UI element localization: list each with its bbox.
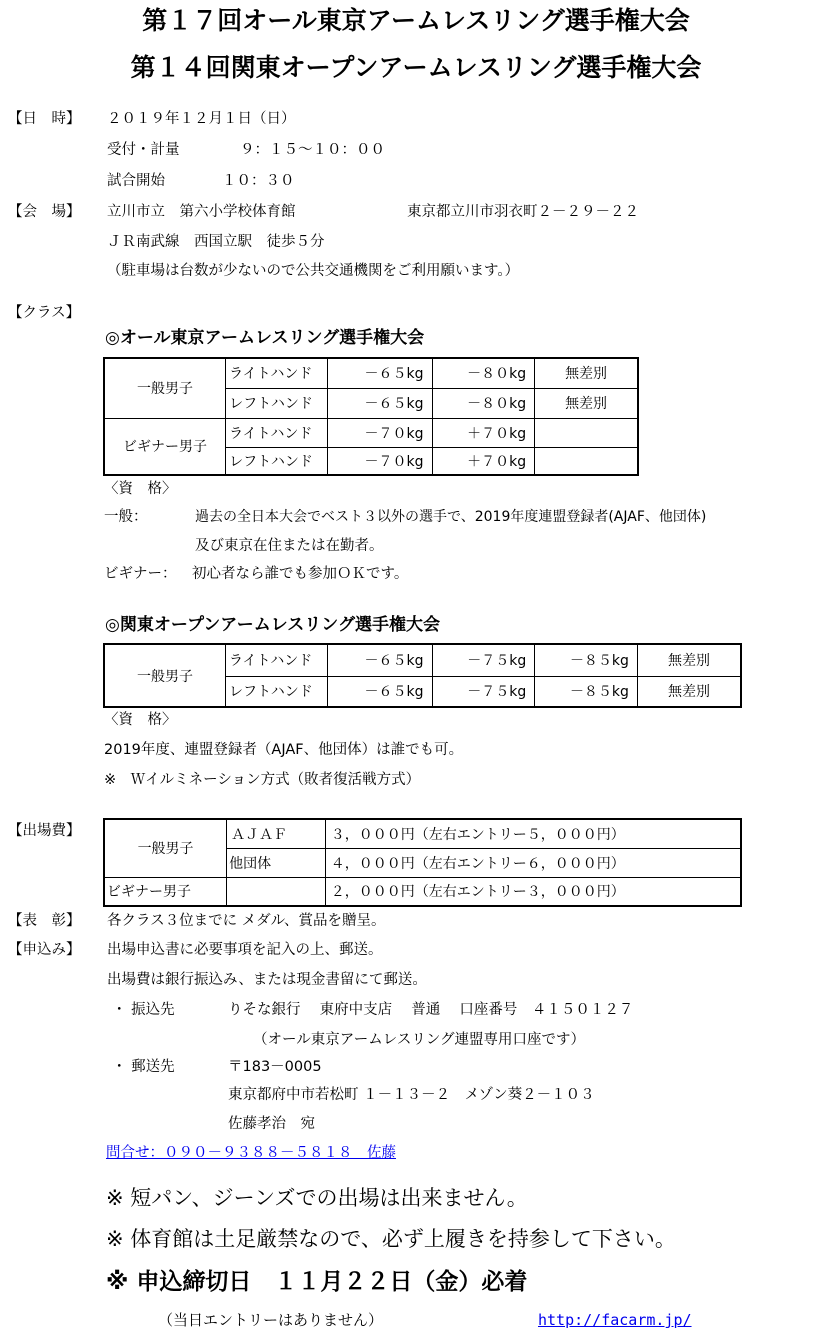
weight-cell: ＋７０kg: [432, 418, 535, 447]
venue-access: ＪＲ南武線 西国立駅 徒歩５分: [107, 234, 325, 250]
mail-address: 東京都府中市若松町 １－１３－２ メゾン葵２－１０３: [228, 1087, 595, 1103]
group-cell: 一般男子: [104, 644, 225, 707]
weight-cell: －７０kg: [327, 447, 432, 475]
venue-address: 東京都立川市羽衣町２－２９－２２: [407, 204, 639, 220]
tokyo-class-table: [103, 357, 639, 476]
weight-cell: －８０kg: [432, 358, 535, 388]
kanto-class-table: [103, 643, 742, 708]
hand-cell: ライトハンド: [226, 358, 328, 388]
weight-cell: －７０kg: [327, 418, 432, 447]
fee-cell: ２，０００円（左右エントリー３，０００円）: [325, 877, 741, 906]
table-row: [104, 358, 638, 388]
note-shorts: ※ 短パン、ジーンズでの出場は出来ません。: [106, 1186, 528, 1210]
tokyo-heading: ◎オール東京アームレスリング選手権大会: [105, 328, 425, 348]
weight-cell: 無差別: [535, 358, 638, 388]
kanto-qualification: 2019年度、連盟登録者（AJAF、他団体）は誰でも可。: [104, 742, 464, 758]
awards-label: 【表 彰】: [8, 913, 81, 929]
hand-cell: ライトハンド: [226, 418, 328, 447]
table-row: [104, 644, 741, 676]
note-indoor-shoes: ※ 体育館は土足厳禁なので、必ず上履きを持参して下さい。: [106, 1227, 676, 1251]
group-cell: ビギナー男子: [104, 418, 226, 475]
bank-note: （オール東京アームレスリング連盟専用口座です）: [253, 1032, 586, 1048]
fee-cell: ４，０００円（左右エントリー６，０００円）: [325, 848, 741, 877]
hand-cell: レフトハンド: [225, 676, 327, 707]
weight-cell: 無差別: [535, 388, 638, 418]
deadline: ※ 申込締切日 １１月２２日（金）必着: [106, 1269, 528, 1295]
general-label: 一般：: [104, 509, 148, 525]
general-qualification: 過去の全日本大会でベスト３以外の選手で、2019年度連盟登録者(AJAF、他団体): [195, 509, 707, 525]
weight-cell: [535, 447, 638, 475]
group-cell: ビギナー男子: [104, 877, 227, 906]
group-cell: 一般男子: [104, 819, 227, 877]
org-cell: 他団体: [227, 848, 326, 877]
weight-cell: ＋７０kg: [432, 447, 535, 475]
weight-cell: －７５kg: [432, 644, 535, 676]
no-same-day-entry: （当日エントリーはありません）: [158, 1311, 384, 1329]
kanto-heading: ◎関東オープンアームレスリング選手権大会: [105, 615, 440, 635]
application-line-1: 出場申込書に必要事項を記入の上、郵送。: [107, 942, 383, 958]
table-row: [104, 819, 741, 848]
datetime-label: 【日 時】: [8, 111, 81, 127]
table-row: [104, 418, 638, 447]
title-line-1: 第１７回オール東京アームレスリング選手権大会: [142, 6, 690, 35]
weight-cell: [535, 418, 638, 447]
weight-cell: －８５kg: [535, 676, 638, 707]
start-time: １０：３０: [222, 173, 295, 189]
classes-label: 【クラス】: [8, 305, 81, 321]
contact-link[interactable]: 問合せ：０９０－９３８８－５８１８ 佐藤: [106, 1145, 396, 1161]
weight-cell: －８５kg: [535, 644, 638, 676]
reception-time: ９：１５～１０：００: [240, 142, 385, 158]
parking-note: （駐車場は台数が少ないので公共交通機関をご利用願います。）: [107, 263, 520, 279]
website-link[interactable]: http://facarm.jp/: [538, 1311, 692, 1329]
bank-details: りそな銀行 東府中支店 普通 口座番号 ４１５０１２７: [228, 1002, 634, 1018]
weight-cell: －６５kg: [327, 358, 432, 388]
weight-cell: －８０kg: [432, 388, 535, 418]
mail-zip: 〒183－0005: [228, 1059, 322, 1075]
fee-cell: ３，０００円（左右エントリー５，０００円）: [325, 819, 741, 848]
hand-cell: レフトハンド: [226, 388, 328, 418]
group-cell: 一般男子: [104, 358, 226, 418]
event-date: ２０１９年１２月１日（日）: [107, 111, 296, 127]
application-line-2: 出場費は銀行振込み、または現金書留にて郵送。: [107, 972, 427, 988]
start-label: 試合開始: [107, 173, 165, 189]
kanto-qualification-label: 〈資 格〉: [104, 712, 177, 728]
hand-cell: レフトハンド: [226, 447, 328, 475]
weight-cell: －６５kg: [327, 676, 432, 707]
org-cell: ＡＪＡＦ: [227, 819, 326, 848]
mail-recipient: 佐藤孝治 宛: [228, 1116, 315, 1132]
weight-cell: －６５kg: [327, 644, 432, 676]
beginner-qualification: 初心者なら誰でも参加ＯＫです。: [192, 566, 409, 582]
application-label: 【申込み】: [8, 942, 81, 958]
general-qualification-2: 及び東京在住または在勤者。: [195, 538, 384, 554]
title-line-2: 第１４回関東オープンアームレスリング選手権大会: [130, 53, 702, 82]
hand-cell: ライトハンド: [225, 644, 327, 676]
awards-text: 各クラス３位までに メダル、賞品を贈呈。: [107, 913, 386, 929]
fees-label: 【出場費】: [8, 823, 81, 839]
format-note: ※ Ｗイルミネーション方式（敗者復活戦方式）: [104, 772, 421, 788]
bank-label: ・ 振込先: [112, 1002, 175, 1018]
tokyo-qualification-label: 〈資 格〉: [104, 481, 177, 497]
weight-cell: －７５kg: [432, 676, 535, 707]
reception-label: 受付・計量: [107, 142, 180, 158]
weight-cell: 無差別: [637, 676, 741, 707]
org-cell: [227, 877, 326, 906]
venue-label: 【会 場】: [8, 204, 81, 220]
weight-cell: 無差別: [637, 644, 741, 676]
weight-cell: －６５kg: [327, 388, 432, 418]
table-row: [104, 877, 741, 906]
mail-label: ・ 郵送先: [112, 1059, 175, 1075]
beginner-label: ビギナー：: [104, 566, 177, 582]
venue-name: 立川市立 第六小学校体育館: [107, 204, 296, 220]
fee-table: [103, 818, 742, 907]
